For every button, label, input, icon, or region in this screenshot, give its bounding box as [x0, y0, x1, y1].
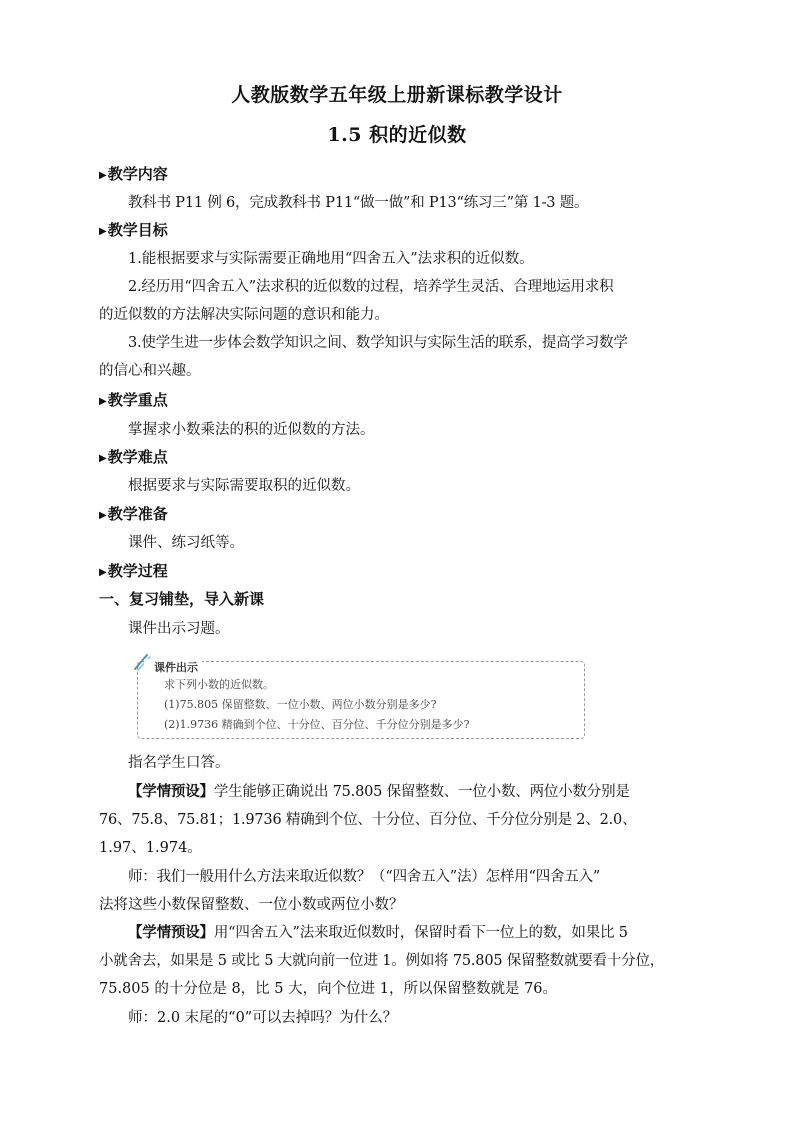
- triangle-bullet-icon: ▶: [99, 170, 107, 181]
- goal-3-line-2: 的信心和兴趣。: [99, 363, 201, 379]
- goal-1: 1.能根据要求与实际需要正确地用“四舍五入”法求积的近似数。: [128, 251, 534, 267]
- paragraph-2-line-2: 76、75.8、75.81；1.9736 精确到个位、十分位、百分位、千分位分别是 2、2.0、: [99, 812, 637, 828]
- courseware-box: [137, 661, 585, 739]
- paragraph-2-line-3: 1.97、1.974。: [99, 840, 202, 856]
- heading-key-point: ▶教学重点: [99, 391, 168, 409]
- paragraph-2-line-1: 【学情预设】学生能够正确说出 75.805 保留整数、一位小数、两位小数分别是: [128, 783, 630, 800]
- triangle-bullet-icon: ▶: [99, 453, 107, 464]
- paragraph-4-line-3: 75.805 的十分位是 8，比 5 大，向个位进 1，所以保留整数就是 76。: [99, 981, 558, 997]
- paragraph-1: 指名学生口答。: [128, 755, 230, 771]
- paragraph-4-line-2: 小就舍去，如果是 5 或比 5 大就向前一位进 1。例如将 75.805 保留整数就要看十分位，: [99, 953, 665, 969]
- preparation-text: 课件、练习纸等。: [128, 535, 244, 551]
- paragraph-4-line-1: 【学情预设】用“四舍五入”法来取近似数时，保留时看下一位上的数，如果比 5: [128, 924, 628, 941]
- learning-preview-tag: 【学情预设】: [128, 783, 214, 800]
- heading-process: ▶教学过程: [99, 562, 168, 580]
- triangle-bullet-icon: ▶: [99, 510, 107, 521]
- courseware-line-1: 求下列小数的近似数。: [164, 678, 274, 691]
- paragraph-3-line-2: 法将这些小数保留整数、一位小数或两位小数？: [99, 897, 404, 913]
- heading-preparation: ▶教学准备: [99, 505, 168, 523]
- goal-2-line-2: 的近似数的方法解决实际问题的意识和能力。: [99, 307, 389, 323]
- learning-preview-tag: 【学情预设】: [128, 924, 214, 941]
- teaching-content-text: 教科书 P11 例 6，完成教科书 P11“做一做”和 P13“练习三”第 1-3 题。: [128, 195, 589, 211]
- courseware-line-2: (1)75.805 保留整数、一位小数、两位小数分别是多少?: [164, 698, 437, 711]
- paragraph-3-line-1: 师：我们一般用什么方法来取近似数？（“四舍五入”法）怎样用“四舍五入”: [128, 869, 601, 885]
- heading-teaching-content: ▶教学内容: [99, 165, 168, 183]
- heading-difficulty: ▶教学难点: [99, 448, 168, 466]
- goal-2-line-1: 2.经历用“四舍五入”法求积的近似数的过程，培养学生灵活、合理地运用求积: [128, 279, 614, 295]
- key-point-text: 掌握求小数乘法的积的近似数的方法。: [128, 422, 375, 438]
- goal-3-line-1: 3.使学生进一步体会数学知识之间、数学知识与实际生活的联系，提高学习数学: [128, 335, 628, 351]
- document-title: 人教版数学五年级上册新课标教学设计: [231, 84, 563, 106]
- lesson-title: 1.5 积的近似数: [327, 124, 467, 146]
- courseware-line-3: (2)1.9736 精确到个位、十分位、百分位、千分位分别是多少?: [164, 718, 470, 731]
- courseware-label: 课件出示: [144, 659, 202, 675]
- step-1-text: 课件出示习题。: [128, 621, 230, 637]
- step-1-heading: 一、复习铺垫，导入新课: [99, 590, 265, 608]
- triangle-bullet-icon: ▶: [99, 396, 107, 407]
- triangle-bullet-icon: ▶: [99, 226, 107, 237]
- paragraph-5: 师：2.0 末尾的“0”可以去掉吗？为什么？: [128, 1010, 398, 1026]
- heading-teaching-goals: ▶教学目标: [99, 221, 168, 239]
- difficulty-text: 根据要求与实际需要取积的近似数。: [128, 478, 360, 494]
- triangle-bullet-icon: ▶: [99, 567, 107, 578]
